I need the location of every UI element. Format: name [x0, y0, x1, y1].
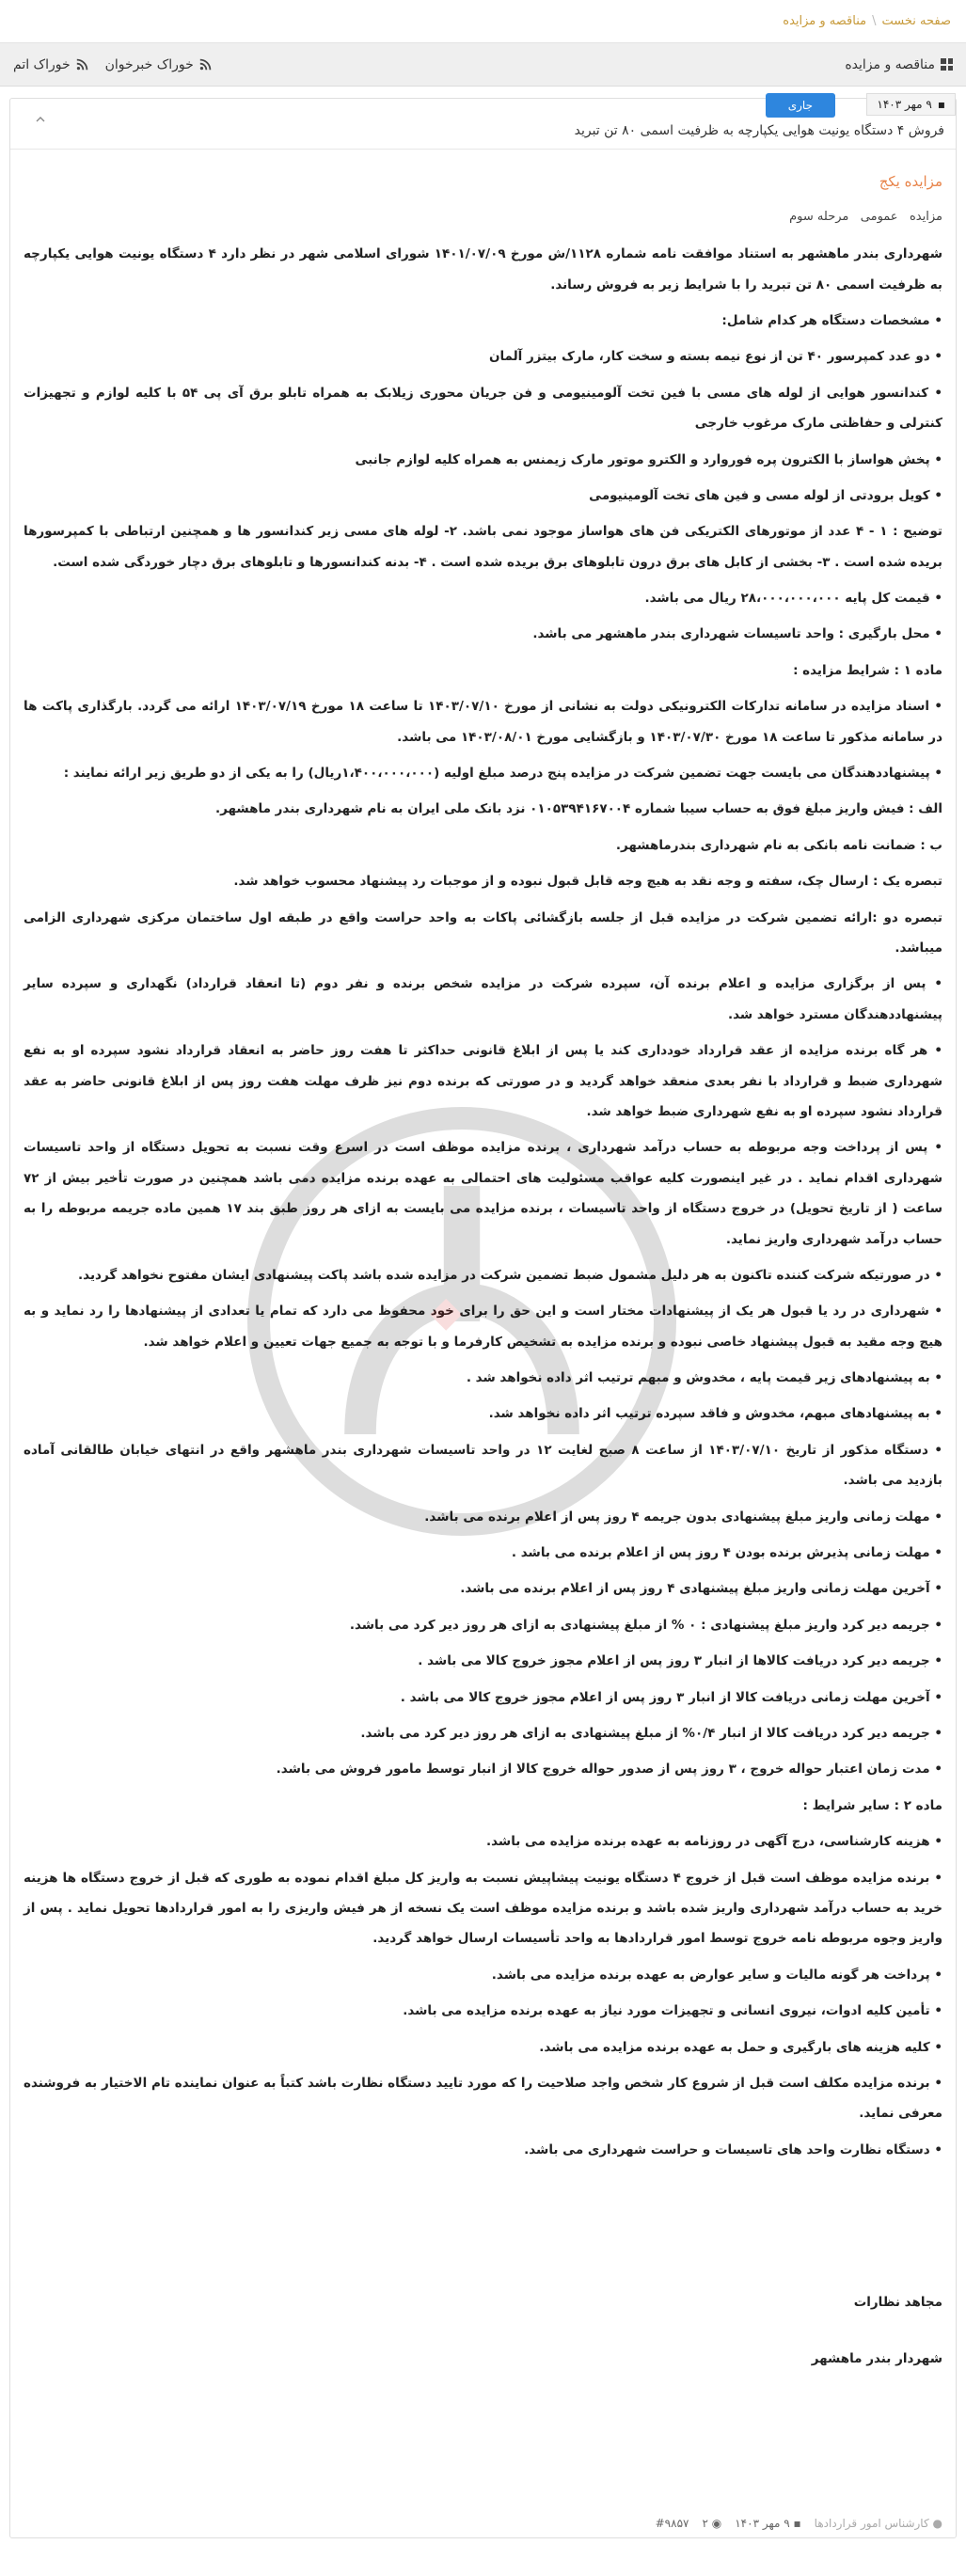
section-title: مزایده یکج: [879, 173, 942, 190]
paragraph: • دستگاه مذکور از تاریخ ۱۴۰۳/۰۷/۱۰ از ساعت ۸ صبح لغایت ۱۲ در واحد تاسیسات شهرداری بندر ماهشهر واقع در انتهای خیابان طالقانی آماده بازدید می باشد.: [24, 1442, 943, 1489]
eye-icon: ◉: [711, 2517, 722, 2530]
rss-feed-label: خوراک خبرخوان: [104, 56, 194, 72]
category-label: مناقصه و مزایده: [845, 56, 935, 72]
paragraph: ب : ضمانت نامه بانکی به نام شهرداری بندرماهشهر.: [615, 837, 942, 853]
paragraph: • جریمه دیر کرد دریافت کالاها از انبار ۳ روز پس از اعلام مجوز خروج کالا می باشد .: [418, 1653, 942, 1669]
chevron-up-icon[interactable]: [35, 114, 46, 125]
paragraph: • برنده مزایده موظف است قبل از خروج ۴ دستگاه یونیت پیشاپیش نسبت به واریز کل مبلغ اقدام نموده به طوری که قبل از خروج دستگاه ها هزینه خرید به حساب درآمد شهرداری واریز شده باشد و برنده مزایده موظف است یک نسخه از هر فیش واریزی را به امور قراردادها تحویل نماید . پس از واریز وجوه مربوطه نامه خروج توسط امور قراردادها به واحد تأسیسات ارسال خواهد گردید.: [24, 1870, 942, 1947]
tender-card: [9, 98, 957, 2538]
paragraph: • آخرین مهلت زمانی دریافت کالا از انبار ۳ روز پس از اعلام مجوز خروج کالا می باشد .: [400, 1689, 942, 1705]
paragraph: • پس از پرداخت وجه مربوطه به حساب درآمد شهرداری ، برنده مزایده موظف است در اسرع وقت نسبت به تحویل دستگاه از واحد تاسیسات شهرداری اقدام نماید . در غیر اینصورت کلیه عواقب مسئولیت های احتمالی به عهده برنده مزایده دمی باشد همچنین در صورت تأخیر بیش از ۷۲ ساعت ( از تاریخ تحویل) در خروج دستگاه از واحد تاسیسات ، برنده مزایده می بایست به ازای هر روز طبق بند ۱۷ همین ماده جریمه مربوطه را به حساب درآمد شهرداری واریز نماید.: [24, 1140, 942, 1247]
paragraph: • پرداخت هر گونه مالیات و سایر عوارض به عهده برنده مزایده می باشد.: [491, 1967, 942, 1983]
paragraph: شهرداری بندر ماهشهر به استناد موافقت نامه شماره ۱۱۲۸/ش مورخ ۱۴۰۱/۰۷/۰۹ شورای اسلامی شهر در نظر دارد ۴ دستگاه یونیت هوایی یکپارچه به ظرفیت اسمی ۸۰ تن تبرید را با شرایط زیر به فروش رساند.: [24, 246, 942, 292]
date-chip: [866, 93, 956, 116]
paragraph: • تأمین کلیه ادوات، نیروی انسانی و تجهیزات مورد نیاز به عهده برنده مزایده می باشد.: [403, 2003, 942, 2019]
user-icon: ●: [932, 2517, 942, 2530]
meta-stage: مرحله سوم: [789, 210, 849, 224]
paragraph: • کلیه هزینه های بارگیری و حمل به عهده برنده مزایده می باشد.: [539, 2039, 942, 2055]
signature-line: شهردار بندر ماهشهر: [811, 2351, 942, 2367]
category-toolbar: [0, 43, 966, 87]
calendar-icon: ▪: [937, 98, 945, 111]
paragraph: ماده ۲ : سایر شرایط :: [802, 1797, 942, 1813]
paragraph: • مشخصات دستگاه هر کدام شامل:: [721, 312, 942, 328]
meta-scope: عمومی: [860, 210, 898, 224]
signature-block: [24, 2287, 942, 2375]
signature-line: مجاهد نظارات: [853, 2295, 942, 2311]
footer-date: [735, 2517, 800, 2530]
rss-icon: [199, 58, 212, 71]
paragraph: • هر گاه برنده مزایده از عقد قرارداد خودداری کند یا پس از ابلاغ قانونی حداکثر تا هفت روز حاضر به انعقاد قرارداد نشود سپرده او به نفع شهرداری ضبط و قرارداد با نفر بعدی منعقد خواهد گردید و در صورتی که برنده دوم نیز ظرف مهلت هفت روز پس از ابلاغ قانونی حاضر به عقد قرارداد نشود سپرده او به نفع شهرداری ضبط خواهد شد.: [24, 1043, 942, 1119]
breadcrumb-home[interactable]: صفحه نخست: [881, 14, 951, 28]
paragraph: توضیح : ۱ - ۴ عدد از موتورهای الکتریکی فن های هواساز موجود نمی باشد. ۲- لوله های مسی زیر کندانسور ها و همچنین ارتباطی با کمپرسورها بریده شده است . ۳- بخشی از کابل های برق درون تابلوهای برق بریده شده است . ۴- بدنه کندانسورها و تابلوهای برق دچار خوردگی شده است.: [24, 524, 942, 570]
item-footer: [24, 2517, 942, 2530]
paragraph: • محل بارگیری : واحد تاسیسات شهرداری بندر ماهشهر می باشد.: [532, 626, 942, 642]
paragraph: • مهلت زمانی واریز مبلغ پیشنهادی بدون جریمه ۴ روز پس از اعلام برنده می باشد.: [424, 1509, 942, 1525]
status-badge: جاری: [766, 93, 835, 118]
paragraph: • پیشنهاددهندگان می بایست جهت تضمین شرکت در مزایده پنج درصد مبلغ اولیه (۱،۴۰۰،۰۰۰،۰۰۰ریال) را به یکی از دو طریق زیر ارائه نمایند :: [63, 766, 942, 782]
paragraph: • برنده مزایده مکلف است قبل از شروع کار شخص واجد صلاحیت را که مورد تایید دستگاه نظارت باشد کتباً به عنوان نماینده تام الاختیار به فروشنده معرفی نماید.: [24, 2075, 942, 2122]
paragraph: تبصره یک : ارسال چک، سفته و وجه نقد به هیچ وجه قابل قبول نبوده و از موجبات رد پیشنهاد محسوب خواهد شد.: [233, 874, 942, 890]
paragraph: ماده ۱ : شرایط مزایده :: [793, 662, 942, 678]
paragraph: • پخش هواساز با الکترون پره فوروارد و الکترو موتور مارک زیمنس به همراه کلیه لوازم جانبی: [355, 451, 942, 467]
paragraph: • جریمه دیر کرد واریز مبلغ پیشنهادی : ۰ % از مبلغ پیشنهادی به ازای هر روز دیر کرد می باشد.: [349, 1617, 942, 1633]
paragraph: • پس از برگزاری مزایده و اعلام برنده آن، سپرده شرکت در مزایده شخص برنده و نفر دوم (تا انعقاد قرارداد) نگهداری و سپرده سایر پیشنهاددهندگان مسترد خواهد شد.: [24, 976, 942, 1022]
category-link[interactable]: [845, 57, 953, 72]
author-link[interactable]: [815, 2517, 942, 2530]
view-count: [702, 2517, 721, 2530]
atom-icon: [76, 58, 88, 71]
paragraph: • قیمت کل پایه ۲۸،۰۰۰،۰۰۰،۰۰۰ ریال می باشد.: [644, 591, 942, 607]
paragraph: • کندانسور هوایی از لوله های مسی با فین تخت آلومینیومی و فن جریان محوری زیلابک به همراه تابلو برق آی پی ۵۴ با کلیه لوازم و تجهیزات کنترلی و حفاظتی مارک مرغوب خارجی: [24, 385, 942, 432]
item-id: #۹۸۵۷: [655, 2517, 689, 2530]
paragraph: • کویل برودتی از لوله مسی و فین های تخت آلومینیومی: [589, 487, 942, 503]
calendar-icon: ▪: [793, 2517, 801, 2530]
footer-date-text: ۹ مهر ۱۴۰۳: [735, 2517, 790, 2530]
breadcrumb-current[interactable]: مناقصه و مزایده: [783, 14, 867, 28]
date-text: ۹ مهر ۱۴۰۳: [877, 98, 932, 111]
tender-meta: [24, 202, 942, 231]
content-body: [10, 150, 956, 2375]
atom-feed-label: خوراک اتم: [13, 56, 71, 72]
paragraph: • شهرداری در رد یا قبول هر یک از پیشنهادات مختار است و این حق را برای خود محفوظ می دارد که تمام یا تعدادی از پیشنهادها را رد نماید و به هیچ وجه مقید به قبول پیشنهاد خاصی نبوده و برنده مزایده به تشخیص کارفرما و با توجه به جمیع جهات تعیین و اعلام خواهد شد.: [24, 1304, 942, 1350]
paragraph: • آخرین مهلت زمانی واریز مبلغ پیشنهادی ۴ روز پس از اعلام برنده می باشد.: [460, 1581, 942, 1597]
paragraph: • دو عدد کمپرسور ۴۰ تن از نوع نیمه بسته و سخت کار، مارک بیتزر آلمان: [488, 349, 942, 365]
atom-feed-link[interactable]: [13, 57, 88, 72]
card-header[interactable]: [10, 99, 956, 150]
paragraph: • به پیشنهادهای مبهم، مخدوش و فاقد سپرده ترتیب اثر داده نخواهد شد.: [488, 1406, 942, 1422]
paragraph: • در صورتیکه شرکت کننده تاکنون به هر دلیل مشمول ضبط تضمین شرکت در مزایده شده باشد پاکت پیشنهادی ایشان مفتوح نخواهد گردید.: [78, 1267, 942, 1283]
paragraph: • مدت زمان اعتبار حواله خروج ، ۳ روز پس از صدور حواله خروج کالا از انبار توسط مامور فروش می باشد.: [276, 1762, 942, 1778]
author-name: کارشناس امور قراردادها: [814, 2517, 929, 2530]
breadcrumb-separator: \: [872, 14, 877, 28]
paragraph: • دستگاه نظارت واحد های تاسیسات و حراست شهرداری می باشد.: [524, 2141, 942, 2157]
paragraph: • اسناد مزایده در سامانه تدارکات الکترونیکی دولت به نشانی از مورخ ۱۴۰۳/۰۷/۱۰ تا ساعت ۱۸ مورخ ۱۴۰۳/۰۷/۱۹ ارائه می گردد. بارگذاری پاکت ها در سامانه مذکور تا ساعت ۱۸ مورخ ۱۴۰۳/۰۷/۳۰ و بازگشایی مورخ ۱۴۰۳/۰۸/۰۱ می باشد.: [24, 699, 942, 745]
view-count-text: ۲: [702, 2517, 708, 2530]
grid-icon: [941, 58, 953, 71]
paragraph: تبصره دو :ارائه تضمین شرکت در مزایده قبل از جلسه بازگشائی پاکات به واحد حراست واقع در طبقه اول ساختمان مرکزی شهرداری الزامی میباشد.: [24, 909, 942, 956]
paragraph: • به پیشنهادهای زیر قیمت پایه ، مخدوش و مبهم ترتیب اثر داده نخواهد شد .: [466, 1370, 942, 1386]
breadcrumb: [0, 0, 966, 43]
paragraph: • جریمه دیر کرد دریافت کالا از انبار ۰/۴% از مبلغ پیشنهادی به ازای هر روز دیر کرد می باشد.: [360, 1725, 942, 1741]
paragraph: • هزینه کارشناسی، درج آگهی در روزنامه به عهده برنده مزایده می باشد.: [486, 1834, 942, 1850]
meta-type: مزایده: [909, 210, 942, 224]
paragraph: الف : فیش واریز مبلغ فوق به حساب سیبا شماره ۰۱۰۵۳۹۴۱۶۷۰۰۴ نزد بانک ملی ایران به نام شهرداری بندر ماهشهر.: [214, 801, 942, 817]
page-title: فروش ۴ دستگاه یونیت هوایی یکپارچه به ظرفیت اسمی ۸۰ تن تبرید: [574, 123, 944, 138]
paragraph: • مهلت زمانی پذیرش برنده بودن ۴ روز پس از اعلام برنده می باشد .: [511, 1545, 942, 1561]
rss-feed-link[interactable]: [105, 57, 212, 72]
